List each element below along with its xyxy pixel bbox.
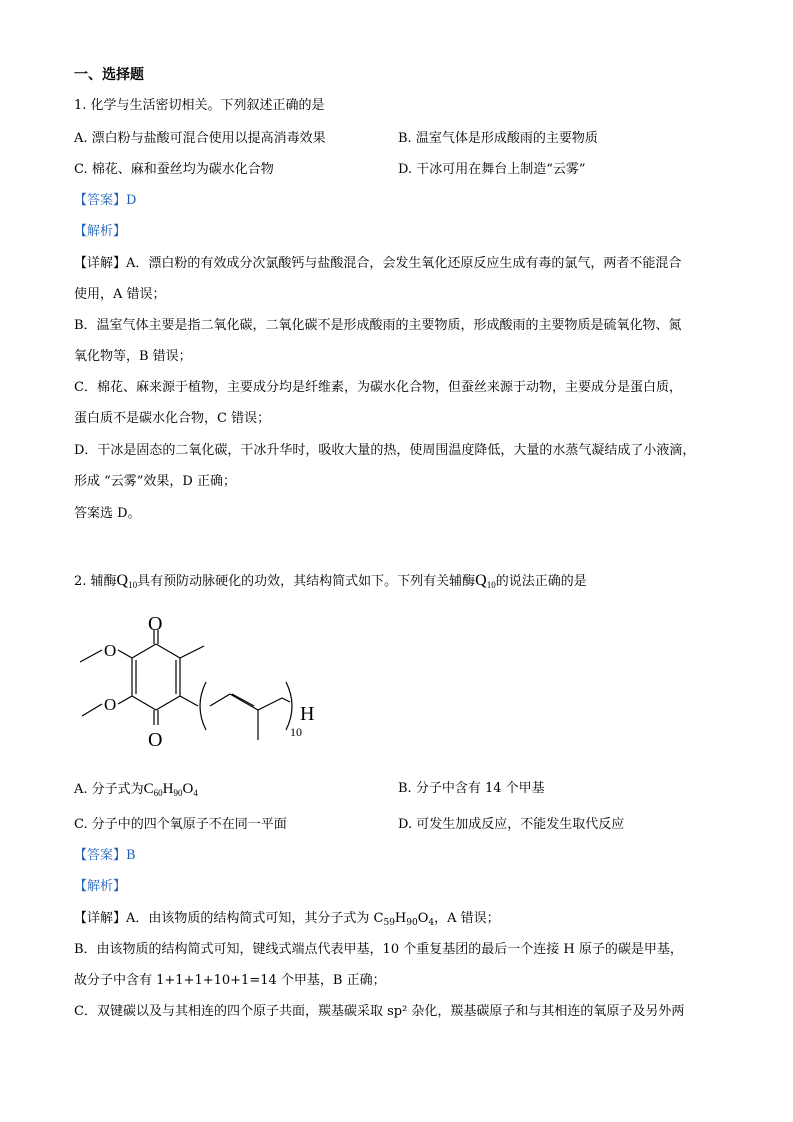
q2-analysis-label: 【解析】 <box>74 879 127 894</box>
q2-option-d: D. 可发生加成反应，不能发生取代反应 <box>398 817 625 832</box>
q10-symbol: $Q_{10}$ <box>475 572 496 590</box>
oxygen-label: O <box>104 695 117 714</box>
q1-detail-line: B．温室气体主要是指二氧化碳，二氧化碳不是形成酸雨的主要物质，形成酸雨的主要物质是硫氧化物、氮 <box>74 318 682 333</box>
q1-analysis-label: 【解析】 <box>74 224 127 239</box>
oxygen-label: O <box>104 641 117 660</box>
q2-detail-a: 【详解】A．由该物质的结构简式可知，其分子式为 $C_{59}H_{90}O_4$，A 错误； <box>74 911 500 928</box>
q1-detail-line: 氧化物等，B 错误； <box>74 349 192 364</box>
q2-detail-b: 故分子中含有 1+1+1+10+1=14 个甲基，B 正确； <box>74 973 386 988</box>
q1-detail-line: 【详解】A．漂白粉的有效成分次氯酸钙与盐酸混合，会发生氧化还原反应生成有毒的氯气，两者不能混合 <box>74 256 682 271</box>
q1-option-d: D. 干冰可用在舞台上制造“云雾” <box>398 162 586 177</box>
oxygen-label: O <box>148 613 163 635</box>
q2-option-a: A. 分子式为$C_{60}H_{90}O_4$ <box>74 781 198 798</box>
q2-option-b: B. 分子中含有 14 个甲基 <box>398 781 545 796</box>
q2-detail-c: C．双键碳以及与其相连的四个原子共面，羰基碳采取 sp² 杂化，羰基碳原子和与其相连的氧原子及另外两 <box>74 1004 685 1019</box>
oxygen-label: O <box>148 729 163 751</box>
coenzyme-q10-structure <box>70 610 330 760</box>
q1-answer: 【答案】D <box>74 193 137 208</box>
q1-detail-line: 使用，A 错误； <box>74 287 166 302</box>
q1-detail-line: 答案选 D。 <box>74 506 141 521</box>
q2-detail-b: B．由该物质的结构简式可知，键线式端点代表甲基，10 个重复基团的最后一个连接 H 原子的碳是甲基， <box>74 942 683 957</box>
q1-option-a: A. 漂白粉与盐酸可混合使用以提高消毒效果 <box>74 131 326 146</box>
q2-stem: 2. 辅酶$Q_{10}$具有预防动脉硬化的功效，其结构简式如下。下列有关辅酶$Q_{10}$的说法正确的是 <box>74 572 587 590</box>
q2-answer: 【答案】B <box>74 848 136 863</box>
q1-option-b: B. 温室气体是形成酸雨的主要物质 <box>398 131 598 146</box>
q10-symbol: $Q_{10}$ <box>116 572 138 590</box>
repeat-count: 10 <box>290 725 302 739</box>
q1-detail-line: 形成 “云雾”效果，D 正确； <box>74 474 236 489</box>
q1-detail-line: D．干冰是固态的二氧化碳，干冰升华时，吸收大量的热，使周围温度降低，大量的水蒸气凝结成了小液滴， <box>74 443 696 458</box>
section-title: 一、选择题 <box>74 67 144 83</box>
q1-detail-line: 蛋白质不是碳水化合物，C 错误； <box>74 411 271 426</box>
q2-option-c: C. 分子中的四个氧原子不在同一平面 <box>74 817 287 832</box>
q1-option-c: C. 棉花、麻和蚕丝均为碳水化合物 <box>74 162 274 177</box>
q1-stem: 1. 化学与生活密切相关。下列叙述正确的是 <box>74 98 325 113</box>
hydrogen-label: H <box>300 703 315 725</box>
q1-detail-line: C．棉花、麻来源于植物，主要成分均是纤维素，为碳水化合物，但蚕丝来源于动物，主要成分是蛋白质， <box>74 380 682 395</box>
